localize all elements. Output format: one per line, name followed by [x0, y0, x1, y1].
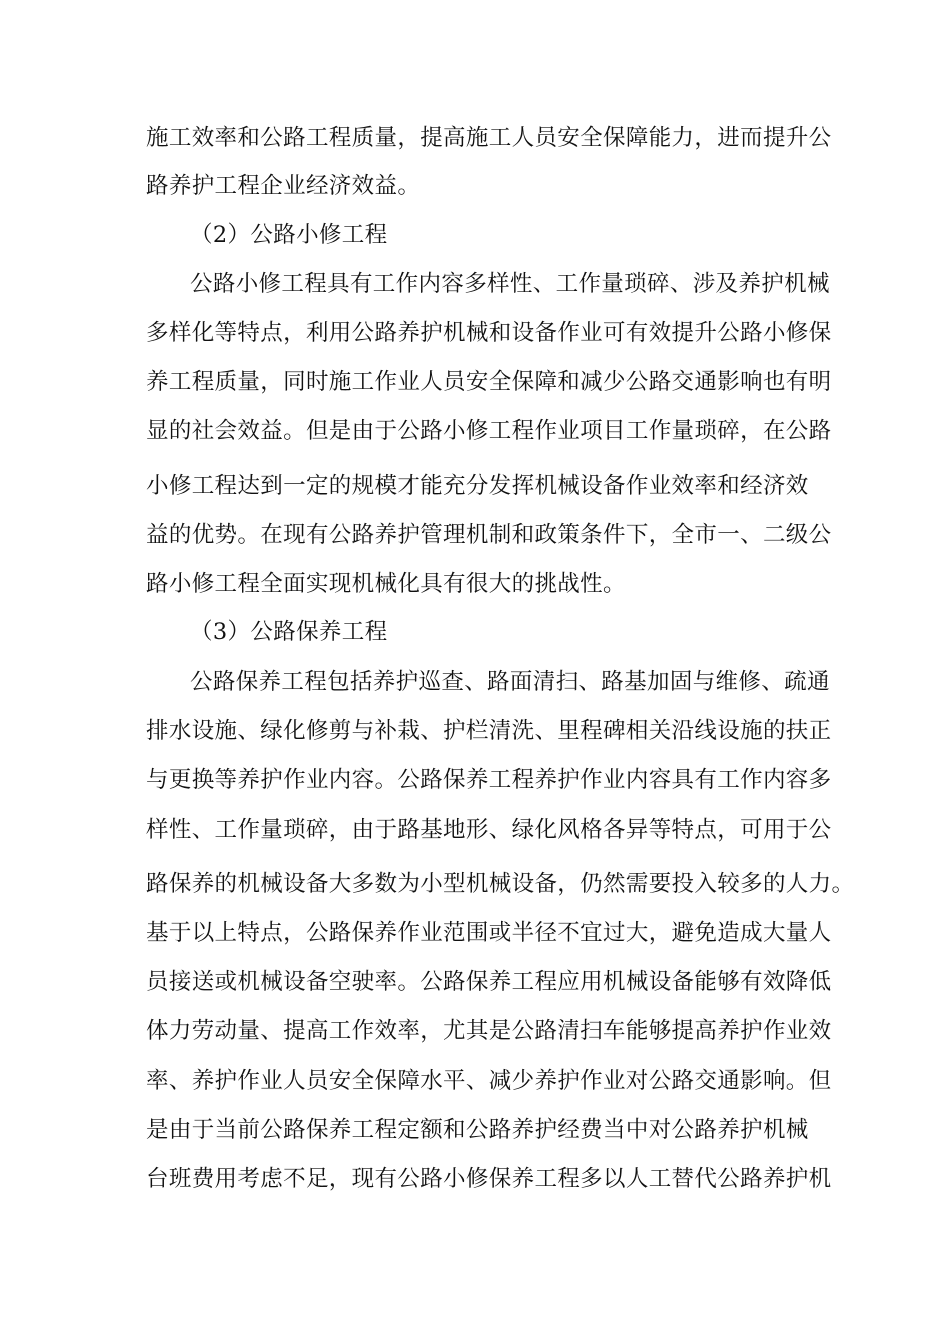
text-line: 样性、工作量琐碎，由于路基地形、绿化风格各异等特点，可用于公 [146, 817, 832, 843]
text-line: 员接送或机械设备空驶率。公路保养工程应用机械设备能够有效降低 [146, 969, 832, 995]
section-heading: （3）公路保养工程 [190, 619, 388, 645]
text-line: 路保养的机械设备大多数为小型机械设备，仍然需要投入较多的人力。 [146, 871, 855, 897]
text-line: 基于以上特点，公路保养作业范围或半径不宜过大，避免造成大量人 [146, 920, 832, 946]
text-line: 体力劳动量、提高工作效率，尤其是公路清扫车能够提高养护作业效 [146, 1018, 832, 1044]
text-line: 是由于当前公路保养工程定额和公路养护经费当中对公路养护机械 [146, 1117, 809, 1143]
text-line: 显的社会效益。但是由于公路小修工程作业项目工作量琐碎，在公路 [146, 418, 832, 444]
text-line: 台班费用考虑不足，现有公路小修保养工程多以人工替代公路养护机 [146, 1166, 832, 1192]
text-line: 多样化等特点，利用公路养护机械和设备作业可有效提升公路小修保 [146, 320, 832, 346]
text-line: 施工效率和公路工程质量，提高施工人员安全保障能力，进而提升公 [146, 125, 832, 151]
text-line: 路养护工程企业经济效益。 [146, 173, 421, 199]
text-line: 益的优势。在现有公路养护管理机制和政策条件下，全市一、二级公 [146, 522, 832, 548]
text-line: 路小修工程全面实现机械化具有很大的挑战性。 [146, 571, 626, 597]
text-line: 排水设施、绿化修剪与补栽、护栏清洗、里程碑相关沿线设施的扶正 [146, 718, 832, 744]
paragraph-first-line: 公路保养工程包括养护巡查、路面清扫、路基加固与维修、疏通 [190, 669, 830, 695]
section-heading: （2）公路小修工程 [190, 222, 388, 248]
paragraph-first-line: 公路小修工程具有工作内容多样性、工作量琐碎、涉及养护机械 [190, 271, 830, 297]
text-line: 小修工程达到一定的规模才能充分发挥机械设备作业效率和经济效 [146, 473, 809, 499]
text-line: 率、养护作业人员安全保障水平、减少养护作业对公路交通影响。但 [146, 1068, 832, 1094]
text-line: 养工程质量，同时施工作业人员安全保障和减少公路交通影响也有明 [146, 369, 832, 395]
text-line: 与更换等养护作业内容。公路保养工程养护作业内容具有工作内容多 [146, 767, 832, 793]
